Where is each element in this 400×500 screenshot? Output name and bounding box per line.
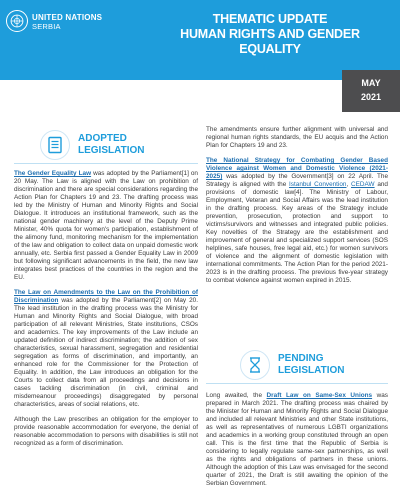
adopted-heading-line-2: LEGISLATION — [78, 145, 145, 156]
adopted-heading — [40, 130, 144, 160]
section-divider — [14, 163, 198, 164]
reasonable-accommodation-paragraph: Although the Law prescribes an obligation for the employer to provide reasonable accommodation for everyone, the denial of reasonable accommodation to persons with disabilities is still not recognized as a form of discrimination. — [14, 416, 198, 447]
title-line-1: THEMATIC UPDATE — [212, 12, 328, 26]
pending-heading-line-1: PENDING — [278, 353, 324, 364]
org-wordmark — [32, 13, 102, 31]
un-emblem-icon — [6, 10, 28, 32]
anti-discrimination-law-link[interactable]: The Law on Amendments to the Law on the Prohibition of Discrimination — [14, 289, 198, 304]
section-divider — [206, 383, 388, 384]
left-column — [14, 170, 198, 455]
gbv-strategy-link[interactable]: The National Strategy for Combating Gender Based Violence against Women and Domestic Violence (2021-2025) — [206, 157, 388, 180]
org-sub: SERBIA — [32, 22, 61, 31]
page-title — [150, 12, 390, 57]
org-name: UNITED NATIONS — [32, 13, 103, 22]
header-banner — [0, 0, 400, 80]
pending-heading-line-2: LEGISLATION — [278, 365, 345, 376]
document-icon — [40, 130, 70, 160]
gender-equality-law-paragraph — [14, 170, 198, 282]
gender-equality-law-link[interactable]: The Gender Equality Law — [14, 170, 92, 177]
date-year: 2021 — [360, 92, 382, 102]
pending-heading — [240, 350, 344, 380]
pending-column — [206, 392, 388, 495]
cedaw-link[interactable]: CEDAW — [351, 181, 375, 188]
amendments-paragraph: The amendments ensure further alignment with universal and regional human rights standards, the EU acquis and the Action Plan for Chapters 19 and 23. — [206, 126, 388, 149]
anti-discrimination-law-paragraph — [14, 289, 198, 409]
date-badge — [342, 70, 400, 112]
paragraph-text: Long awaited, the — [206, 392, 267, 399]
paragraph-text: and provisions of domestic law[4]. The Ministry of Labour, Employment, Veteran and Social Affairs was the lead institution in the drafting process. Key areas of the Strategy include prevention, prosecution, protection and support to victims/survivors and witnesses and integrated public policies. Key novelties of the Strategy are the establishment and improvement of general and specialized support services (SOS helplines, safe houses, free legal aid, etc.) for women survivors of violence and the alignment of domestic legislation with international commitments. The Action Plan for the period 2021-2023 is in the drafting process. The previous five-year strategy to combat violence against women expired in 2015. — [206, 181, 388, 284]
paragraph-text: was adopted by the Parliament[2] on May 20. The lead institution in the drafting process was the Ministry for Human and Minority Rights and Social Dialogue, with broad participation of all relevant Ministries, State institutions, CSOs and academics. The key improvements of the Law include an updated definition of indirect discrimination; the addition of sex characteristics, sexual harassment, segregation and residential segregation as forms of discrimination, and importantly, an enhanced role for the Commissioner for the Protection of Equality. In addition, the Law introduces an obligation for the Courts to collect data from all proceedings and decisions in cases tackling discrimination (in civil, criminal and misdemeanour proceedings) disaggregated by personal characteristics, areas of social relations, etc. — [14, 297, 198, 408]
same-sex-unions-paragraph — [206, 392, 388, 488]
paragraph-text: was adopted by the Parliament[1] on 20 May. The Law is aligned with the Law on prohibition of discrimination and there are special considerations regarding the Action Plan for Chapters 19 and 23. The drafting process was led by the Ministry of Human and Minority Rights and Social Dialogue. It introduces an institutional framework, such as the national gender machinery at the level of the Deputy Prime Minister, 40% quota for women's participation, establishment of the alimony fund, monitoring mechanism for the implementation of the law and obligation to collect data on unpaid domestic work annually, etc. Serbia first passed a Gender Equality Law in 2009 but following significant advancements in the field, the new law integrates best practices of the countries in the region and the EU. — [14, 170, 198, 281]
paragraph-text: was prepared in March 2021. The drafting process was chaired by the Minister for Human and Minority Rights and Social Dialogue and included all relevant Ministries and other State institutions, as well as representatives of numerous LGBTI organizations and academics in a working group constituted through an open call. This is the first time that the Republic of Serbia is considering to legally regulate same-sex partnerships, as well as the rights and obligations of partners in these unions. Although the adoption of this Law was envisaged for the second quarter of 2021, the Draft is still awaiting the opinion of the Serbian Government. — [206, 392, 389, 487]
date-month: MAY — [361, 78, 381, 88]
hourglass-icon — [240, 350, 270, 380]
title-line-3: EQUALITY — [239, 42, 301, 56]
same-sex-unions-link[interactable]: Draft Law on Same-Sex Unions — [266, 392, 373, 399]
adopted-heading-line-1: ADOPTED — [78, 133, 127, 144]
paragraph-text: , — [346, 181, 352, 188]
gbv-strategy-paragraph — [206, 157, 388, 285]
right-column — [206, 126, 388, 292]
istanbul-convention-link[interactable]: Istanbul Convention — [289, 181, 347, 188]
title-line-2: HUMAN RIGHTS AND GENDER — [180, 27, 360, 41]
paragraph-text: was adopted by the Government[3] on 22 April. The Strategy is aligned with the — [206, 173, 388, 188]
